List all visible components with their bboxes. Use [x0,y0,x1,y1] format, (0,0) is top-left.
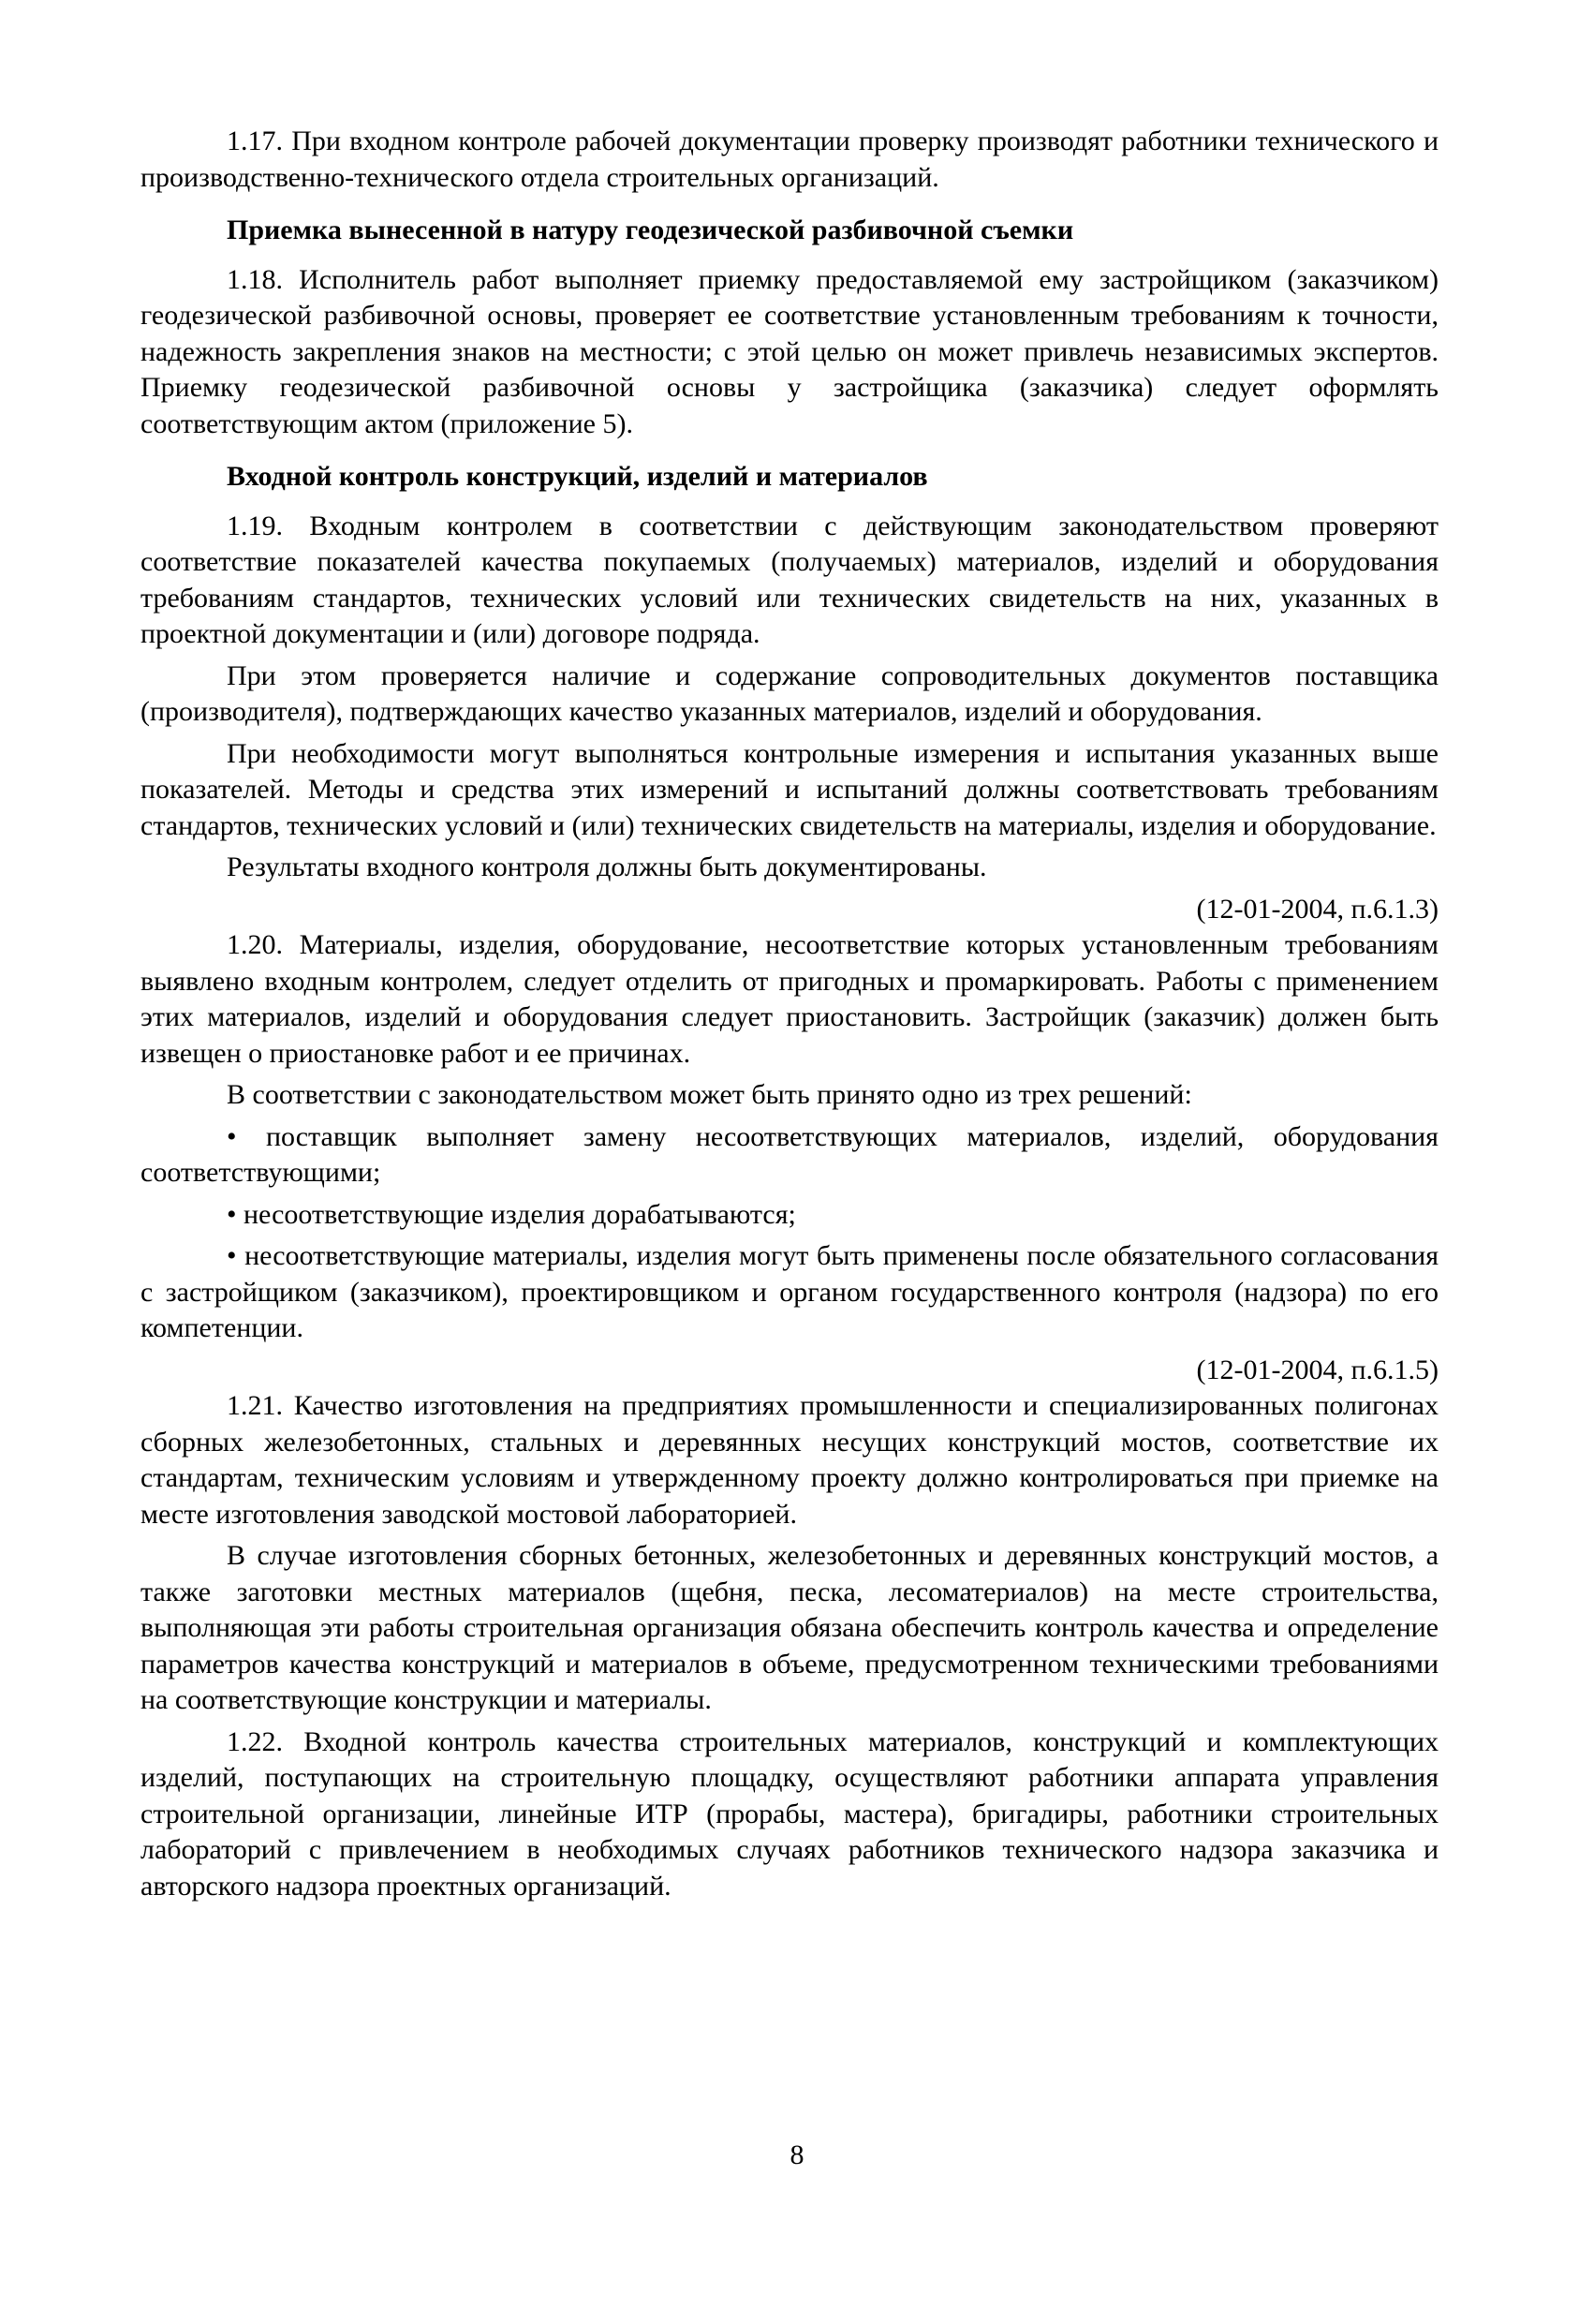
list-item-bullet-1: • поставщик выполняет замену несоответствующих материалов, изделий, оборудования соответствующими; [140,1120,1439,1188]
paragraph-1-19-b: При этом проверяется наличие и содержание сопроводительных документов поставщика (производителя), подтверждающих качество указанных материалов, изделий и оборудования. [140,659,1439,727]
paragraph-1-21-b: В случае изготовления сборных бетонных, железобетонных и деревянных конструкций мостов, а также заготовки местных материалов (щебня, песка, лесоматериалов) на месте строительства, выполняющая эти работы строительная организация обязана обеспечить контроль качества и определение параметров качества конструкций и материалов в объеме, предусмотренном техническими требованиями на соответствующие конструкции и материалы. [140,1540,1439,1715]
section-heading-input-control: Входной контроль конструкций, изделий и материалов [227,461,928,492]
paragraph-1-19-c: При необходимости могут выполняться контрольные измерения и испытания указанных выше показателей. Методы и средства этих измерений и испытаний должны соответствовать требованиям стандартов, технических условий и (или) технических свидетельств на материалы, изделия и оборудование. [140,737,1439,841]
paragraph-1-20-b: В соответствии с законодательством может быть принято одно из трех решений: [227,1079,1192,1110]
paragraph-1-21: 1.21. Качество изготовления на предприятиях промышленности и специализированных полигонах сборных железобетонных, стальных и деревянных несущих конструкций мостов, соответствие их стандартам, техническим условиям и утвержденному проекту должно контролироваться при приемке на месте изготовления заводской мостовой лабораторией. [140,1390,1439,1530]
paragraph-1-17: 1.17. При входном контроле рабочей документации проверку производят работники технического и производственно-технического отдела строительных организаций. [140,126,1439,193]
reference-2: (12-01-2004, п.6.1.5) [1196,1354,1439,1385]
list-item-bullet-2: • несоответствующие изделия дорабатываются; [227,1198,796,1230]
paragraph-1-20: 1.20. Материалы, изделия, оборудование, несоответствие которых установленным требованиям выявлено входным контролем, следует отделить от пригодных и промаркировать. Работы с применением этих материалов, изделий и оборудования следует приостановить. Застройщик (заказчик) должен быть извещен о приостановке работ и ее причинах. [140,929,1439,1069]
reference-1: (12-01-2004, п.6.1.3) [1196,893,1439,925]
paragraph-1-19: 1.19. Входным контролем в соответствии с действующим законодательством проверяют соответствие показателей качества покупаемых (получаемых) материалов, изделий и оборудования требованиям стандартов, технических условий или технических свидетельств на них, указанных в проектной документации и (или) договоре подряда. [140,510,1439,649]
list-item-bullet-3: • несоответствующие материалы, изделия могут быть применены после обязательного согласования с застройщиком (заказчиком), проектировщиком и органом государственного контроля (надзора) по его компетенции. [140,1240,1439,1343]
document-body [140,124,1439,1904]
paragraph-1-18: 1.18. Исполнитель работ выполняет приемку предоставляемой ему застройщиком (заказчиком) геодезической разбивочной основы, проверяет ее соответствие установленным требованиям к точности, надежность закрепления знаков на местности; с этой целью он может привлечь независимых экспертов. Приемку геодезической разбивочной основы у застройщика (заказчика) следует оформлять соответствующим актом (приложение 5). [140,263,1439,439]
paragraph-1-19-d: Результаты входного контроля должны быть документированы. [227,851,987,882]
page-number: 8 [790,2139,804,2170]
section-heading-geodesy: Приемка вынесенной в натуру геодезической разбивочной съемки [227,215,1074,245]
paragraph-1-22: 1.22. Входной контроль качества строительных материалов, конструкций и комплектующих изделий, поступающих на строительную площадку, осуществляют работники аппарата управления строительной организации, линейные ИТР (прорабы, мастера), бригадиры, работники строительных лабораторий с привлечением в необходимых случаях работников технического надзора заказчика и авторского надзора проектных организаций. [140,1725,1439,1902]
